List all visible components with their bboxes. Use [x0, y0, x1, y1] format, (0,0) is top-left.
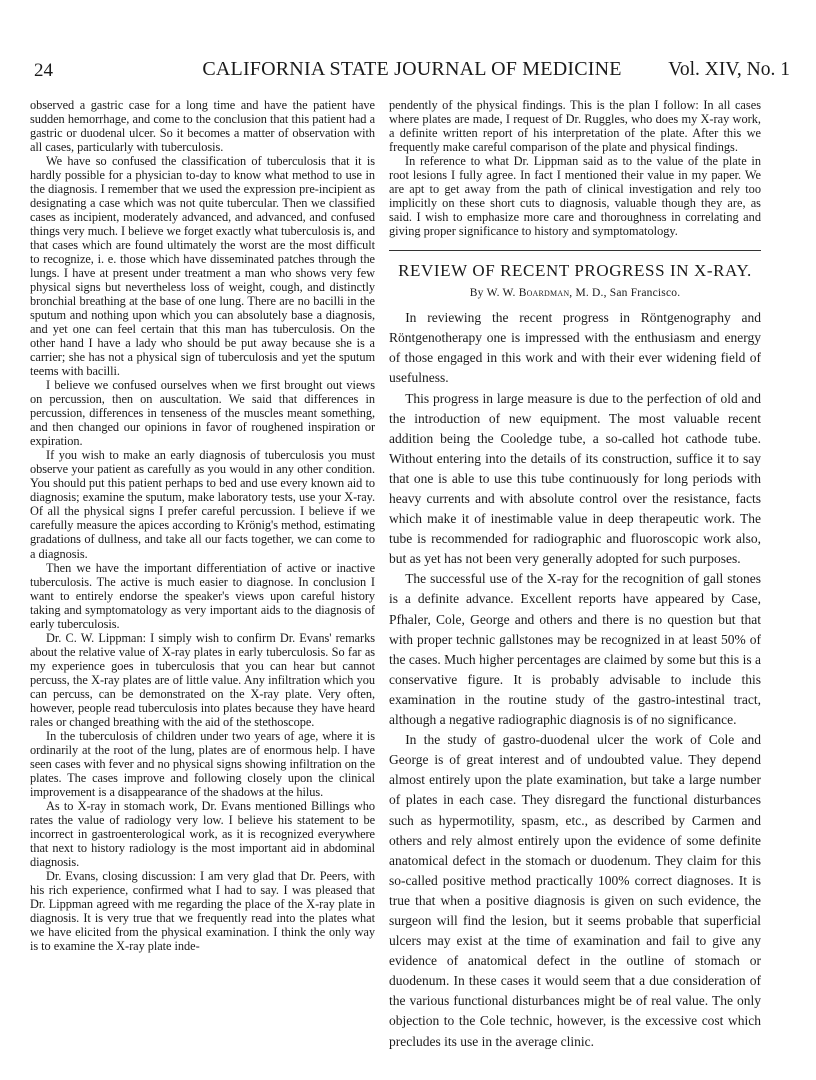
paragraph: In reference to what Dr. Lippman said as to the value of the plate in root lesions I fully agree. In fact I mentioned their value in my paper. We are apt to get away from the path of clinical investigation and rely too implicitly on these short cuts to diagnosis, valuable though they are, as said. I wish to emphasize more care and thoroughness in correlating and giving proper significance to history and symptomatology. — [389, 154, 761, 239]
paragraph: I believe we confused ourselves when we first brought out views on percussion, then on auscultation. We said that differences in percussion, differences in tenseness of the muscles meant something, and then changed our opinions in favor of roughened inspiration or expiration. — [30, 378, 375, 449]
paragraph: In the study of gastro-duodenal ulcer the work of Cole and George is of great interest and of undoubted value. They depend almost entirely upon the plate examination, but take a large number of plates in each case. They disregard the functional disturbances such as hypermotility, spasm, etc., as described by Carmen and others and rely almost entirely upon the evidence of some definite anatomical defect in the stomach or duodenum. They claim for this so-called positive method practically 100% correct diagnoses. It is true that when a positive diagnosis is given on such evidence, the surgeon will find the lesion, but it seems probable that superficial ulcers may exist at the time of examination and fail to give any evidence of anatomical defect in the outline of stomach or duodenum. In these cases it would seem that a due consideration of the various functional disturbances might be of real value. The only objection to the Cole technic, however, is the excessive cost which precludes its use in the average clinic. — [389, 732, 761, 1049]
paragraph: Dr. Evans, closing discussion: I am very glad that Dr. Peers, with his rich experience, confirmed what I had to say. I was pleased that Dr. Lippman agreed with me regarding the place of the X-ray plate in diagnosis. It is very true that we frequently read into the plates what we have elicited from the physical examination. I think the only way is to examine the X-ray plate inde- — [30, 868, 375, 953]
paragraph: In the tuberculosis of children under two years of age, where it is ordinarily at the root of the lung, plates are of enormous help. I have seen cases with fever and no physical signs showing infiltration on the plates. The cases improve and following closely upon the clinical improvement is a disappearance of the shadows at the hilus. — [30, 728, 375, 799]
left-column — [30, 98, 375, 953]
paragraph: This progress in large measure is due to the perfection of old and the introduction of new equipment. The most valuable recent addition being the Cooledge tube, a so-called hot cathode tube. Without entering into the details of its construction, suffice it to say that one is able to use this tube continuously for long periods with heavy currents and with absolute control over the resistance, facts which make it of inestimable value in deep therapeutic work. The tube is recommended for radiographic and fluoroscopic work also, but as yet has not been very generally adopted for such purposes. — [389, 390, 761, 567]
article-body — [389, 308, 761, 1051]
paragraph: We have so confused the classification of tuberculosis that it is hardly possible for a physician to-day to know what method to use in the diagnosis. I remember that we used the expression pre-incipient as designating a case which was not quite tubercular. Then we classified cases as incipient, moderately advanced, and advanced, and confused things very much. I believe we forget exactly what tuberculosis is, and that cases which are found ultimately the worst are the most difficult to recognize, i. e. those which have disseminated patches through the lungs. I have at present under treatment a man who shows very few physical signs but nevertheless loss of weight, cough, and distinctly bronchial breathing at the base of one lung. There are no bacilli in the sputum and nothing upon which you can absolutely base a diagnosis, and yet one can feel certain that this man has tuberculosis. On the other hand I have a lady who should be put away because she is a carrier; she has not a physical sign of tuberculosis and yet the sputum teems with bacilli. — [30, 154, 375, 379]
right-column — [389, 98, 761, 1052]
byline — [389, 286, 761, 300]
journal-title: CALIFORNIA STATE JOURNAL OF MEDICINE — [202, 58, 622, 80]
paragraph: The successful use of the X-ray for the recognition of gall stones is a definite advance. Excellent reports have appeared by Case, Pfhaler, Cole, George and others and there is no question but that with proper technic gallstones may be recognized in at least 50% of the cases. Much higher percentages are claimed by some but this is a conservative figure. It is probably advisable to include this examination in the routine study of the gastro-intestinal tract, although a negative radiographic diagnosis is of no significance. — [389, 571, 761, 728]
paragraph: Dr. C. W. Lippman: I simply wish to confirm Dr. Evans' remarks about the relative value of X-ray plates in early tuberculosis. So far as my experience goes in tuberculosis that you can hear but cannot percuss, the X-ray plates are of little value. Any infiltration which you can percuss, can be demonstrated on the X-ray plate. Very often, however, people read tuberculosis into plates because they have heard rales or changed breathing with the aid of the stethoscope. — [30, 630, 375, 729]
paragraph: pendently of the physical findings. This is the plan I follow: In all cases where plates are made, I request of Dr. Ruggles, who does my X-ray work, a definite written report of his interpretation of the plate. After this we frequently make careful comparison of the plate and physical findings. — [389, 98, 761, 155]
paragraph: As to X-ray in stomach work, Dr. Evans mentioned Billings who rates the value of radiology very low. I believe his statement to be incorrect in gastroenterological work, as it is recognized everywhere that next to history radiology is the most important aid in abdominal diagnosis. — [30, 798, 375, 869]
paragraph: In reviewing the recent progress in Röntgenography and Röntgenotherapy one is impressed with the enthusiasm and energy of those engaged in this work and with their ever widening field of usefulness. — [389, 310, 761, 386]
article-title: REVIEW OF RECENT PROGRESS IN X-RAY. — [398, 261, 752, 281]
paragraph: If you wish to make an early diagnosis of tuberculosis you must observe your patient as carefully as you would in any other condition. You should put this patient perhaps to bed and use every known aid to diagnosis; examine the sputum, make laboratory tests, use your X-ray. Of all the physical signs I prefer careful percussion. I believe if we carefully measure the apices according to Krönig's method, estimating gradations of dullness, and take all our facts together, we can come to a diagnosis. — [30, 448, 375, 561]
byline-prefix: By — [469, 287, 484, 300]
section-divider — [389, 250, 761, 251]
volume-issue: Vol. XIV, No. 1 — [668, 59, 790, 80]
running-head — [34, 58, 790, 88]
paragraph: Then we have the important differentiation of active or inactive tuberculosis. The active is much easier to diagnose. In conclusion I want to entirely endorse the speaker's views upon careful history taking and symptomatology as very important aids to the diagnosis of early tuberculosis. — [30, 560, 375, 631]
paragraph: observed a gastric case for a long time and have the patient have sudden hemorrhage, and come to the conclusion that this patient had a gastric or duodenal ulcer. So it becomes a matter of observation with all cases, particularly with tuberculosis. — [30, 98, 375, 155]
page-number: 24 — [34, 60, 53, 81]
author-location: San Francisco. — [609, 287, 681, 300]
author-name: W. W. Boardman, M. D., — [486, 287, 607, 300]
